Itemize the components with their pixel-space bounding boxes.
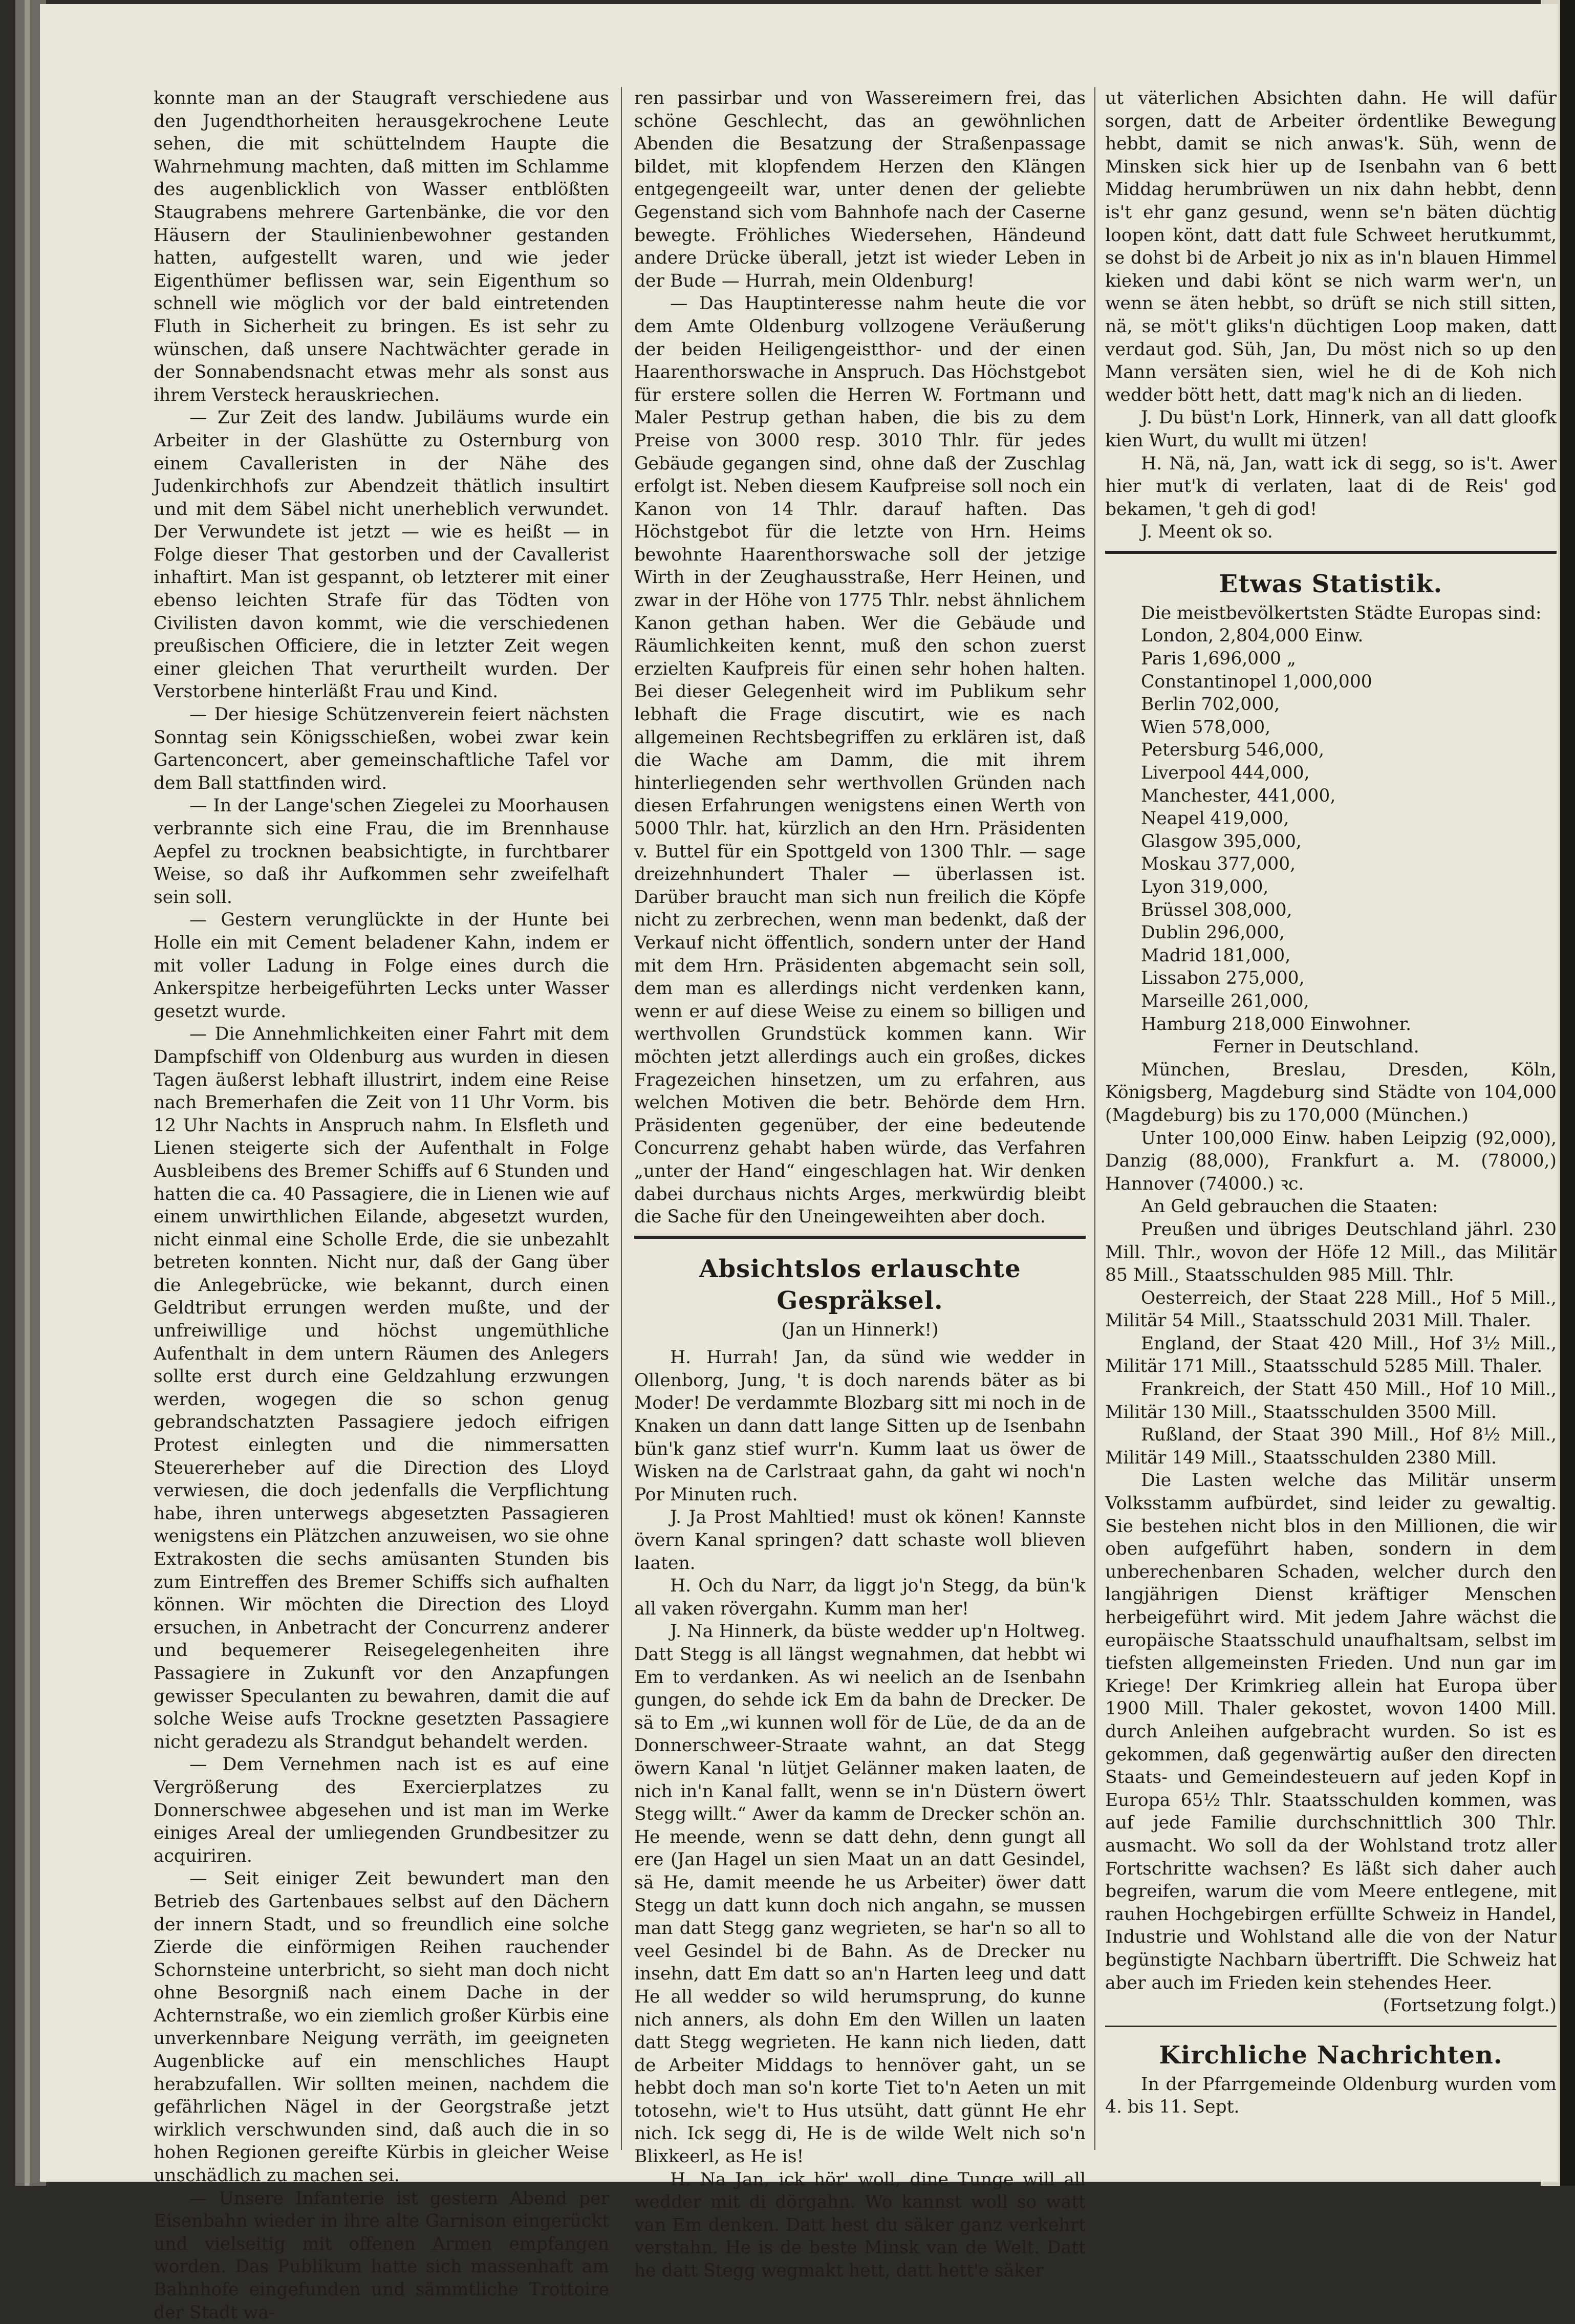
kirchlich-text: In der Pfarrgemeinde Oldenburg wurden vom 4. bis 11. Sept. [1105, 2074, 1557, 2118]
city-entry: Lissabon 275,000, [1141, 968, 1305, 989]
dialogue-line: H. Hurrah! Jan, da sünd wie wedder in Ollenborg, Jung, 't is doch narends bäter as bi Moder! De verdammte Blozbarg sitt mi noch in de Knaken un dann datt lange Sitten up de Isenbahn bün'k ganz stief wurr'n. Kumm laat us öwer de Wisken na de Carlstraat gahn, da gaht wi noch'n Por Minuten ruch. [634, 1347, 1086, 1505]
section-rule [1105, 2026, 1557, 2027]
city-list [1105, 625, 1557, 1036]
dialogue-line: H. Na Jan, ick hör' woll, dine Tunge will all wedder mit di dörgahn. Wo kannst woll so watt van Em denken. Datt hest du säker ganz verkehrt verstahn. He is de beste Minsk van de Welt. Datt he datt Stegg wegmakt hett, datt hett'e säker [634, 2169, 1086, 2282]
dialogue-line: J. Ja Prost Mahltied! must ok könen! Kannste övern Kanal springen? datt schaste woll blieven laaten. [634, 1507, 1086, 1574]
city-entry: Liverpool 444,000, [1141, 763, 1310, 784]
city-entry: Hamburg 218,000 Einwohner. [1141, 1014, 1412, 1035]
article-paragraph: — Die Annehmlichkeiten einer Fahrt mit dem Dampfschiff von Oldenburg aus wurden in diesen Tagen äußerst lebhaft illustrirt, indem eine Reise nach Bremerhafen die Zeit von 11 Uhr Vorm. bis 12 Uhr Nachts in Anspruch nahm. In Elsfleth und Lienen steigerte sich der Aufenthalt in Folge Ausbleibens des Bremer Schiffs auf 6 Stunden und hatten die ca. 40 Passagiere, die in Lienen wie auf einem unwirthlichen Eilande, abgesetzt wurden, nicht einmal eine Scholle Erde, die sie unbezahlt betreten konnten. Nicht nur, daß der Gang über die Anlegebrücke, wie bekannt, durch einen Geldtribut errungen werden mußte, und der unfreiwillige und höchst ungemüthliche Aufenthalt in dem untern Räumen des Anlegers sollte erst durch eine Geldzahlung erzwungen werden, wogegen die so schon genug gebrandschatzten Passagiere jedoch eifrigen Protest einlegten und die nimmersatten Steuererheber auf die Direction des Lloyd verwiesen, die doch jedenfalls die Verpflichtung habe, ihren unterwegs abgesetzten Passagieren wenigstens ein Plätzchen anzuweisen, wo sie ohne Extrakosten die sechs amüsanten Stunden bis zum Eintreffen des Bremer Schiffs sich aufhalten können. Wir möchten die Direction des Lloyd ersuchen, in Anbetracht der Concurrenz anderer und bequemerer Reisegelegenheiten ihre Passagiere in Zukunft vor den Anzapfungen gewisser Speculanten zu bewahren, damit die auf solche Weise aufs Trockne gesetzten Passagiere nicht geradezu als Strandgut behandelt werden. [154, 1024, 609, 1752]
article-paragraph: — Das Hauptinteresse nahm heute die vor dem Amte Oldenburg vollzogene Veräußerung der beiden Heiligengeistthor- und der einen Haarenthorswache in Anspruch. Das Höchstgebot für erstere sollen die Herren W. Fortmann und Maler Pestrup gethan haben, die bis zu dem Preise von 3000 resp. 3010 Thlr. für jedes Gebäude gegangen sind, ohne daß der Zuschlag erfolgt ist. Neben diesem Kaufpreise soll noch ein Kanon von 14 Thlr. darauf haften. Das Höchstgebot für die letzte von Hrn. Heims bewohnte Haarenthorswache soll der jetzige Wirth in der Zeughausstraße, Herr Heinen, und zwar in der Höhe von 1775 Thlr. nebst ähnlichem Kanon gethan haben. Wer die Gebäude und Räumlichkeiten kennt, muß den schon zuerst erzielten Kaufpreis für einen sehr hohen halten. Bei dieser Gelegenheit wird im Publikum sehr lebhaft die Frage discutirt, wie es nach allgemeinen Rechtsbegriffen zu erklären ist, daß die Wache am Damm, die mit ihrem hinterliegenden sehr werthvollen Gründen nach diesen Erfahrungen wenigstens einen Werth von 5000 Thlr. hat, kürzlich an den Hrn. Präsidenten v. Buttel für ein Spottgeld von 1300 Thlr. — sage dreizehnhundert Thaler — überlassen ist. Darüber braucht man sich nun freilich die Köpfe nicht zu zerbrechen, wenn man bedenkt, daß der Verkauf nicht öffentlich, sondern unter der Hand mit dem Hrn. Präsidenten abgemacht sein soll, dem man es allerdings nicht verdenken kann, wenn er auf diese Weise zu einem so billigen und werthvollen Grundstück kommen kann. Wir möchten jetzt allerdings auch ein großes, dickes Fragezeichen hinsetzen, um zu erfahren, aus welchen Motiven die betr. Behörde dem Hrn. Präsidenten gegenüber, der eine bedeutende Concurrenz gehabt haben würde, das Verfahren „unter der Hand“ eingeschlagen hat. Wir denken dabei durchaus nichts Arges, merkwürdig bleibt die Sache für den Uneingeweihten aber doch. [634, 293, 1086, 1228]
statistik-paragraph: Ferner in Deutschland. [1213, 1037, 1419, 1058]
kirchlich-heading: Kirchliche Nachrichten. [1159, 2040, 1503, 2070]
article-paragraph: — Seit einiger Zeit bewundert man den Betrieb des Gartenbaues selbst auf den Dächern der innern Stadt, und so freundlich eine solche Zierde die einförmigen Reihen rauchender Schornsteine unterbricht, so sieht man doch nicht ohne Besorgniß nach einem Dache in der Achternstraße, wo ein ziemlich großer Kürbis eine unverkennbare Neigung verräth, im geeigneten Augenblicke auf ein menschliches Haupt herabzufallen. Wir sollten meinen, nachdem die gefährlichen Nägel in der Georgstraße jetzt wirklich verschwunden sind, daß auch die in so hohen Regionen gereifte Kürbis in gleicher Weise unschädlich zu machen sei. [154, 1868, 609, 2186]
article-paragraph: konnte man an der Staugraft verschiedene aus den Jugendthorheiten herausgekrochene Leute sehen, die mit schüttelndem Haupte die Wahrnehmung machten, daß mitten im Schlamme des augenblicklich von Wasser entblößten Staugrabens mehrere Gartenbänke, die vor den Häusern der Staulinienbewohner gestanden hatten, aufgestellt waren, und wie jeder Eigenthümer beflissen war, sein Eigenthum so schnell wie möglich vor der bald eintretenden Fluth in Sicherheit zu bringen. Es ist sehr zu wünschen, daß unsere Nachtwächter gerade in der Sonnabendsnacht etwas mehr als sonst aus ihrem Versteck herauskriechen. [154, 88, 609, 405]
article-paragraph: — Unsere Infanterie ist gestern Abend per Eisenbahn wieder in ihre alte Garnison eingerückt und vielseitig mit offenen Armen empfangen worden. Das Publikum hatte sich massenhaft am Bahnhofe eingefunden und sämmtliche Trottoire der Stadt wa- [154, 2188, 609, 2323]
city-entry: Paris 1,696,000 „ [1141, 649, 1296, 670]
column-2 [634, 87, 1086, 2283]
city-entry: Glasgow 395,000, [1141, 831, 1302, 852]
article-paragraph: — Gestern verunglückte in der Hunte bei Holle ein mit Cement beladener Kahn, indem er mit voller Ladung in Folge eines durch die Ankerspitze herbeigeführten Lecks unter Wasser gesetzt wurde. [154, 910, 609, 1022]
dialogue-heading: Absichtslos erlauschte Gespräksel. [699, 1254, 1021, 1315]
statistik-paragraph: An Geld gebrauchen die Staaten: [1141, 1196, 1438, 1217]
city-entry: Constantinopel 1,000,000 [1141, 671, 1372, 692]
statistik-paragraph: Oesterreich, der Staat 228 Mill., Hof 5 Mill., Militär 54 Mill., Staatsschuld 2031 Mill. Thaler. [1105, 1287, 1557, 1331]
statistik-intro: Die meistbevölkertsten Städte Europas sind: [1141, 602, 1542, 623]
dialogue-line: H. Nä, nä, Jan, watt ick di segg, so is't. Awer hier mut'k di verlaten, laat di de Reis' god bekamen, 't geh di god! [1105, 453, 1557, 520]
city-entry: Dublin 296,000, [1141, 922, 1285, 943]
dialogue-line: J. Du büst'n Lork, Hinnerk, van all datt gloofk kien Wurt, du wullt mi ützen! [1105, 407, 1557, 451]
article-paragraph: — In der Lange'schen Ziegelei zu Moorhausen verbrannte sich eine Frau, die im Brennhause Aepfel zu trocknen beabsichtigte, in furchtbarer Weise, so daß ihr Aufkommen sehr zweifelhaft sein soll. [154, 795, 609, 908]
statistik-heading: Etwas Statistik. [1219, 569, 1443, 598]
dialogue-line: J. Meent ok so. [1141, 522, 1273, 543]
statistik-paragraph: Rußland, der Staat 390 Mill., Hof 8½ Mill., Militär 149 Mill., Staatsschulden 2380 Mill. [1105, 1425, 1557, 1468]
city-entry: Marseille 261,000, [1141, 991, 1309, 1012]
continued-note: (Fortsetzung folgt.) [1383, 1995, 1557, 2016]
section-rule [1105, 551, 1557, 554]
article-paragraph: ren passirbar und von Wassereimern frei, das schöne Geschlecht, das an gewöhnlichen Abenden die Besatzung der Straßenpassage bildet, mit klopfendem Herzen den Klängen entgegengeeilt war, unter denen der geliebte Gegenstand sich vom Bahnhofe nach der Caserne bewegte. Fröhliches Wiedersehen, Händeund andere Drücke überall, jetzt ist wieder Leben in der Bude — Hurrah, mein Oldenburg! [634, 88, 1086, 291]
city-entry: Petersburg 546,000, [1141, 740, 1325, 761]
city-entry: Lyon 319,000, [1141, 877, 1269, 897]
dialogue-line: J. Na Hinnerk, da büste wedder up'n Holtweg. Datt Stegg is all längst wegnahmen, dat hebbt wi Em to verdanken. As wi neelich an de Isenbahn gungen, do sehde ick Em da bahn de Drecker. De sä to Em „wi kunnen woll för de Lüe, de da an de Donnerschweer-Straate wahnt, an dat Stegg öwern Kanal 'n lütjet Gelänner maken laaten, de nich in'n Kanal fallt, wenn se in'n Düstern öwert Stegg willt.“ Awer da kamm de Drecker schön an. He meende, wenn se datt dehn, denn gungt all ere (Jan Hagel un sien Maat un an datt Gesindel, sä He, damit meende he us Arbeiter) öwer datt Stegg un datt kunn doch nich angahn, se mussen man datt Stegg ganz wegrieten, se har'n so all to veel Gesindel bi de Bahn. As de Drecker nu insehn, datt Em datt so an'n Harten leeg und datt He all wedder so wild herumsprung, do kunne nich anners, als dohn Em den Willen un laaten datt Stegg wegrieten. He kann nich lieden, datt de Arbeiter Middags to hennöver gaht, un se hebbt doch man so'n korte Tiet to'n Aeten un mit totosehn, wie't to Hus utsüht, datt günnt He ehr nich. Ick segg di, He is de wilde Welt nich so'n Blixkeerl, as He is! [634, 1621, 1086, 2167]
dialogue-line: ut väterlichen Absichten dahn. He will dafür sorgen, datt de Arbeiter ördentlike Bewegung hebbt, damit se nich anwas'k. Süh, wenn de Minsken sick hier up de Isenbahn van 6 bett Middag herumbrüwen un nix dahn hebbt, denn is't ehr ganz gesund, wenn se'n bäten düchtig loopen könt, datt datt fule Schweet herutkummt, se dohst bi de Arbeit jo nix as in'n blauen Himmel kieken und dabi könt se nich warm wer'n, un wenn se äten hebbt, so drüft se nich still sitten, nä, se möt't gliks'n düchtigen Loop maken, datt verdaut god. Süh, Jan, Du möst nich so up den Mann versäten sien, wiel he di de Koh nich wedder bött hett, datt mag'k nich an di lieden. [1105, 88, 1557, 405]
dialogue-line: H. Och du Narr, da liggt jo'n Stegg, da bün'k all vaken rövergahn. Kumm man her! [634, 1576, 1086, 1619]
article-paragraph: — Zur Zeit des landw. Jubiläums wurde ein Arbeiter in der Glashütte zu Osternburg von einem Cavalleristen in der Nähe des Judenkirchhofs zur Abendzeit thätlich insultirt und mit dem Säbel nicht unerheblich verwundet. Der Verwundete ist jetzt — wie es heißt — in Folge dieser That gestorben und der Cavallerist inhaftirt. Man ist gespannt, ob letzterer mit einer ebenso leichten Strafe für das Tödten von Civilisten davon kommt, wie die verschiedenen preußischen Officiere, die in letzter Zeit wegen einer gleichen That verurtheilt wurden. Der Verstorbene hinterläßt Frau und Kind. [154, 407, 609, 702]
section-rule [634, 1236, 1086, 1239]
statistik-paragraph: Preußen und übriges Deutschland jährl. 230 Mill. Thlr., wovon der Höfe 12 Mill., das Militär 85 Mill., Staatsschulden 985 Mill. Thlr. [1105, 1219, 1557, 1286]
column-divider [1094, 87, 1095, 2150]
city-entry: Neapel 419,000, [1141, 808, 1289, 829]
city-entry: Manchester, 441,000, [1141, 785, 1336, 806]
city-entry: Madrid 181,000, [1141, 945, 1291, 966]
statistik-paragraph: Unter 100,000 Einw. haben Leipzig (92,000), Danzig (88,000), Frankfurt a. M. (78000,) Hannover (74000.) ꝛc. [1105, 1128, 1557, 1194]
column-divider [621, 87, 622, 2150]
article-paragraph: — Dem Vernehmen nach ist es auf eine Vergrößerung des Exercierplatzes zu Donnerschwee abgesehen und ist man im Werke einiges Areal der umliegenden Grundbesitzer zu acquiriren. [154, 1754, 609, 1866]
city-entry: London, 2,804,000 Einw. [1141, 626, 1364, 647]
article-paragraph: — Der hiesige Schützenverein feiert nächsten Sonntag sein Königsschießen, wobei zwar kein Gartenconcert, aber gemeinschaftliche Tafel vor dem Ball stattfinden wird. [154, 704, 609, 793]
dialogue-subtitle: (Jan un Hinnerk!) [781, 1319, 939, 1340]
statistik-paragraph: Die Lasten welche das Militär unserm Volksstamm aufbürdet, sind leider zu gewaltig. Sie bestehen nicht blos in den Millionen, die wir oben aufgeführt haben, sondern in dem unberechenbaren Schaden, welcher durch den langjährigen Dienst kräftiger Menschen herbeigeführt wird. Mit jedem Jahre wächst die europäische Staatsschuld unaufhaltsam, selbst im tiefsten allgemeinsten Frieden. Und nun gar im Kriege! Der Krimkrieg allein hat Europa über 1900 Mill. Thaler gekostet, wovon 1400 Mill. durch Anleihen aufgebracht wurden. So ist es gekommen, daß gegenwärtig außer den directen Staats- und Gemeindesteuern auf jeden Kopf in Europa 65½ Thlr. Staatsschulden kommen, was auf jede Familie durchschnittlich 300 Thlr. ausmacht. Wo soll da der Wohlstand trotz aller Fortschritte wachsen? Es läßt sich daher auch begreifen, warum die vom Meere entlegene, mit rauhen Hochgebirgen erfüllte Schweiz in Handel, Industrie und Wohlstand alle die von der Natur begünstigte Nachbarn übertrifft. Die Schweiz hat aber auch im Frieden kein stehendes Heer. [1105, 1470, 1557, 1993]
city-entry: Brüssel 308,000, [1141, 899, 1292, 920]
statistik-paragraph: München, Breslau, Dresden, Köln, Königsberg, Magdeburg sind Städte von 104,000 (Magdeburg) bis zu 170,000 (München.) [1105, 1059, 1557, 1126]
column-1 [154, 87, 609, 2324]
city-entry: Wien 578,000, [1141, 717, 1271, 738]
statistik-paragraph: Frankreich, der Statt 450 Mill., Hof 10 Mill., Militär 130 Mill., Staatsschulden 3500 Mill. [1105, 1379, 1557, 1423]
city-entry: Moskau 377,000, [1141, 854, 1296, 875]
statistik-paragraph: England, der Staat 420 Mill., Hof 3½ Mill., Militär 171 Mill., Staatsschuld 5285 Mill. Thaler. [1105, 1333, 1557, 1377]
column-3 [1105, 87, 1557, 2119]
city-entry: Berlin 702,000, [1141, 694, 1280, 715]
